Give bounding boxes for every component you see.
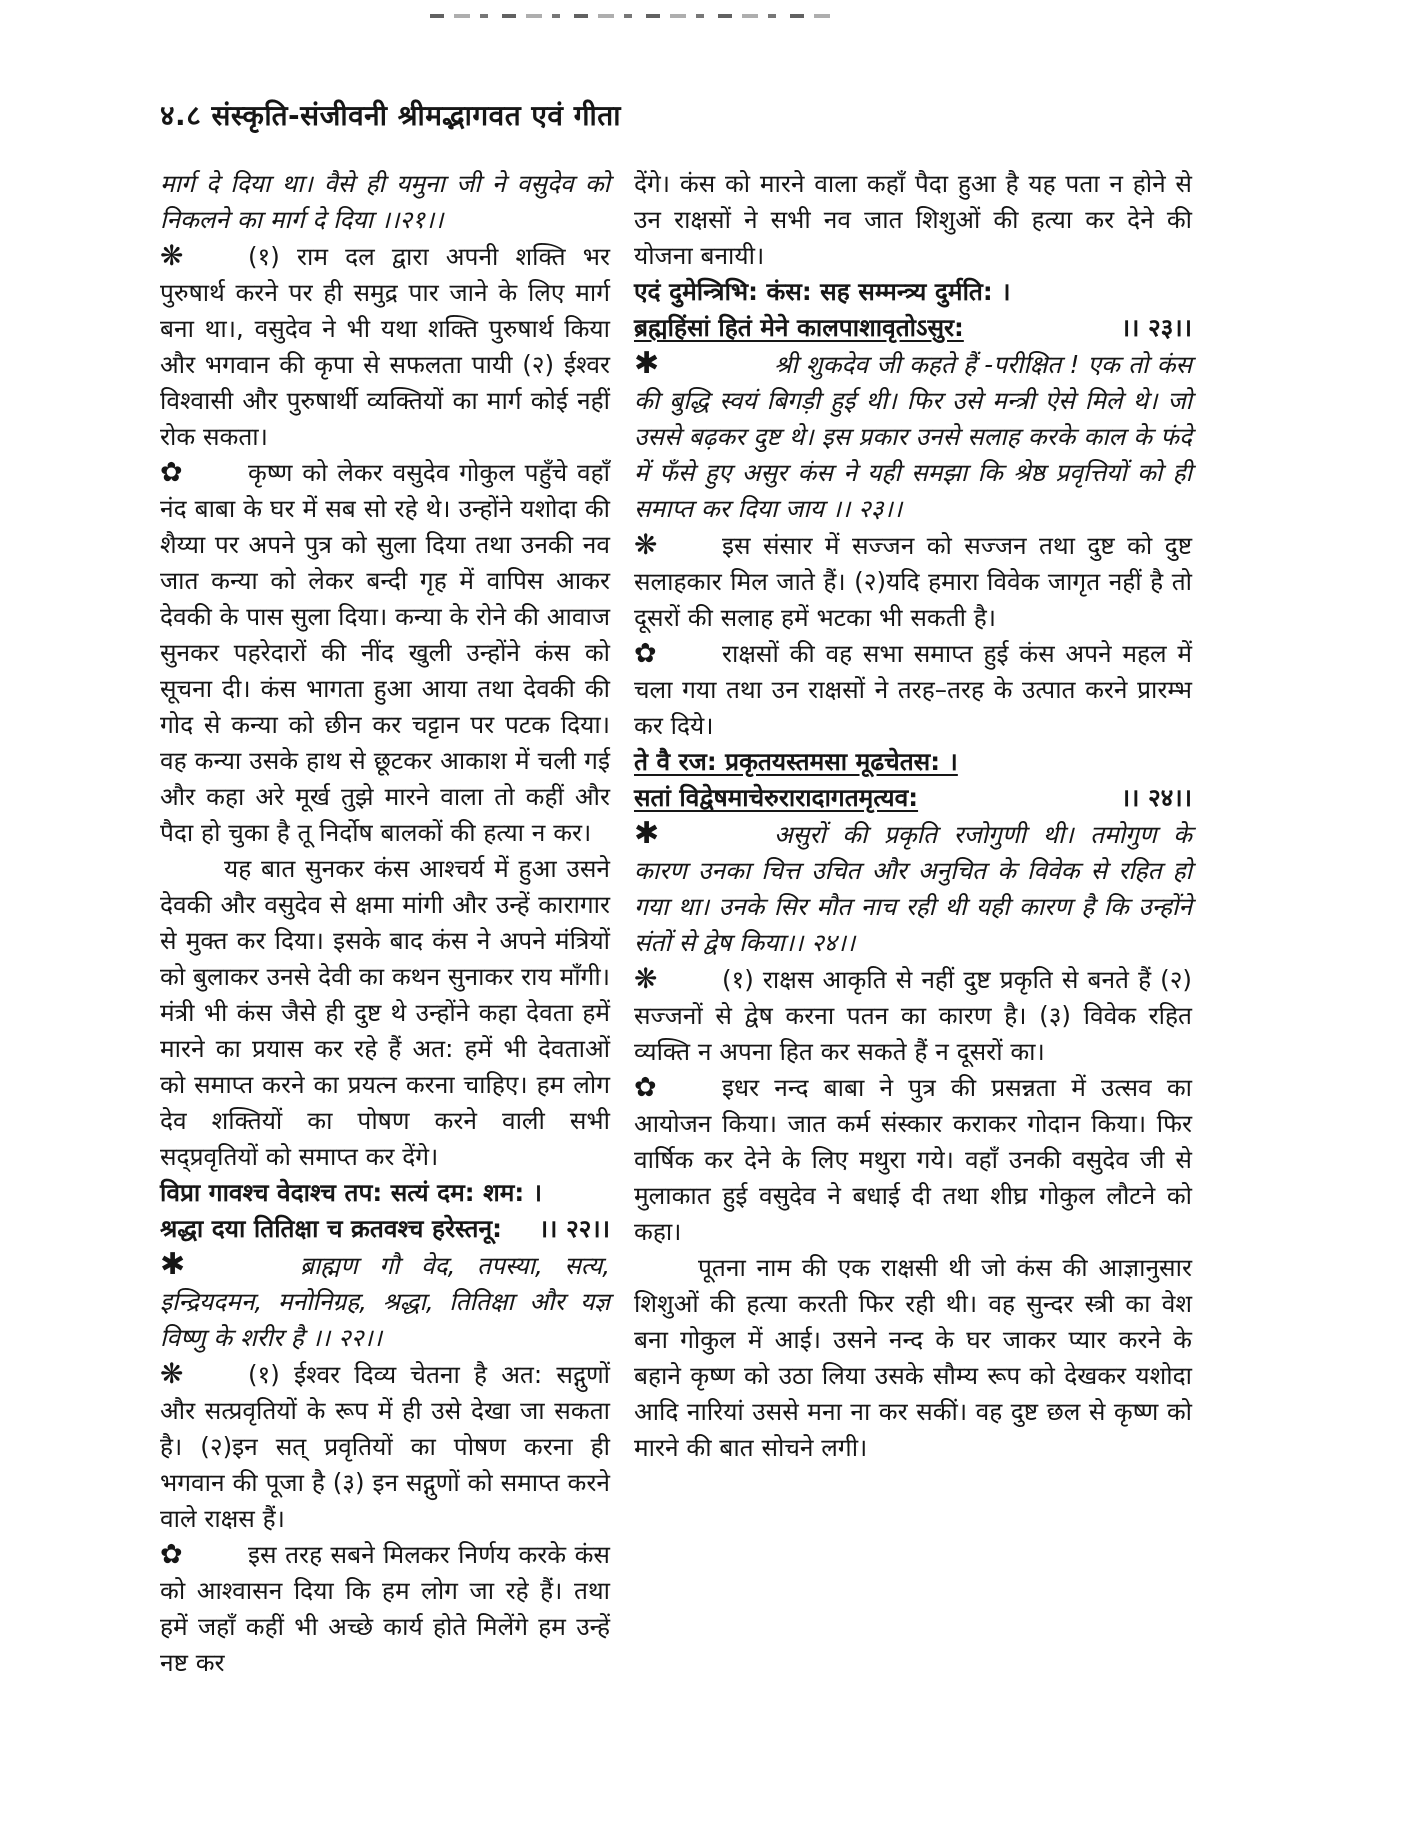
paragraph bbox=[634, 310, 1192, 346]
paragraph bbox=[634, 166, 1192, 274]
paragraph-text: राक्षसों की वह सभा समाप्त हुई कंस अपने महल में चला गया तथा उन राक्षसों ने तरह–तरह के उत्पात करने प्रारम्भ कर दिये। bbox=[634, 639, 1192, 740]
asterisk-icon: ❋ bbox=[160, 239, 184, 272]
paragraph-text: (१) राम दल द्वारा अपनी शक्ति भर पुरुषार्थ करने पर ही समुद्र पार जाने के लिए मार्ग बना था।, वसुदेव ने भी यथा शक्ति पुरुषार्थ किया और भगवान की कृपा से सफलता पायी (२) ईश्वर विश्वासी और पुरुषार्थी व्यक्तियों का मार्ग कोई नहीं रोक सकता। bbox=[160, 242, 610, 451]
paragraph-text: इधर नन्द बाबा ने पुत्र की प्रसन्नता में उत्सव का आयोजन किया। जात कर्म संस्कार कराकर गोदान किया। फिर वार्षिक कर देने के लिए मथुरा गये। वहाँ उनकी वसुदेव जी से मुलाकात हुई वसुदेव ने बधाई दी तथा शीघ्र गोकुल लौटने को कहा। bbox=[634, 1073, 1192, 1246]
paragraph-text: देंगे। कंस को मारने वाला कहाँ पैदा हुआ है यह पता न होने से उन राक्षसों ने सभी नव जात शिशुओं की हत्या कर देने की योजना बनायी। bbox=[634, 169, 1192, 270]
paragraph bbox=[634, 961, 1192, 1070]
asterisk-icon: ❋ bbox=[634, 528, 658, 561]
paragraph bbox=[634, 346, 1192, 527]
paragraph-text: ब्राह्मण गौ वेद, तपस्या, सत्य, इन्द्रियदमन, मनोनिग्रह, श्रद्धा, तितिक्षा और यज्ञ विष्णु के शरीर है ।। २२।। bbox=[160, 1251, 610, 1352]
text-columns bbox=[160, 166, 1192, 1681]
paragraph-text: (१) राक्षस आकृति से नहीं दुष्ट प्रकृति से बनते हैं (२) सज्जनों से द्वेष करना पतन का कारण है। (३) विवेक रहित व्यक्ति न अपना हित कर सकते हैं न दूसरों का। bbox=[634, 965, 1192, 1066]
paragraph-text: (१) ईश्वर दिव्य चेतना है अत: सद्गुणों और सत्प्रवृतियों के रूप में ही उसे देखा जा सकता है। (२)इन सत् प्रवृतियों का पोषण करना ही भगवान की पूजा है (३) इन सद्गुणों को समाप्त करने वाले राक्षस हैं। bbox=[160, 1360, 610, 1533]
paragraph bbox=[634, 274, 1192, 310]
paragraph-text: सतां विद्वेषमाचेरुरारादागतमृत्यव: bbox=[634, 783, 919, 812]
paragraph bbox=[160, 455, 610, 851]
paragraph-text: श्रद्धा दया तितिक्षा च क्रतवश्च हरेस्तनू: bbox=[160, 1214, 502, 1243]
paragraph bbox=[634, 780, 1192, 816]
asterisk-icon: ❋ bbox=[634, 962, 658, 995]
paragraph-text: इस संसार में सज्जन को सज्जन तथा दुष्ट को दुष्ट सलाहकार मिल जाते हैं। (२)यदि हमारा विवेक जागृत नहीं है तो दूसरों की सलाह हमें भटका भी सकती है। bbox=[634, 531, 1192, 632]
verse-number: ।। २४।। bbox=[1120, 783, 1192, 812]
verse-number: ।। २३।। bbox=[1120, 313, 1192, 342]
paragraph bbox=[634, 1250, 1192, 1466]
flower-icon: ✿ bbox=[160, 457, 183, 488]
star-icon: ✱ bbox=[634, 816, 660, 851]
paragraph-text: कृष्ण को लेकर वसुदेव गोकुल पहुँचे वहाँ नंद बाबा के घर में सब सो रहे थे। उन्होंने यशोदा की शैय्या पर अपने पुत्र को सुला दिया तथा उनकी नव जात कन्या को लेकर बन्दी गृह में वापिस आकर देवकी के पास सुला दिया। कन्या के रोने की आवाज सुनकर पहरेदारों की नींद खुली उन्होंने कंस को सूचना दी। कंस भागता हुआ आया तथा देवकी की गोद से कन्या को छीन कर चट्टान पर पटक दिया। वह कन्या उसके हाथ से छूटकर आकाश में चली गई और कहा अरे मूर्ख तुझे मारने वाला तो कहीं और पैदा हो चुका है तू निर्दोष बालकों की हत्या न कर। bbox=[160, 458, 610, 847]
page-header: ४.८ संस्कृति-संजीवनी श्रीमद्भागवत एवं गीता bbox=[160, 99, 621, 132]
paragraph-text: ते वै रज: प्रकृतयस्तमसा मूढचेतस: । bbox=[634, 747, 958, 776]
paragraph bbox=[634, 816, 1192, 961]
asterisk-icon: ❋ bbox=[160, 1357, 184, 1390]
paragraph bbox=[160, 166, 610, 238]
paragraph bbox=[160, 1175, 610, 1211]
flower-icon: ✿ bbox=[634, 1072, 657, 1103]
paragraph bbox=[634, 527, 1192, 636]
paragraph bbox=[160, 1356, 610, 1537]
star-icon: ✱ bbox=[160, 1247, 186, 1282]
paragraph-text: ब्रह्महिंसां हितं मेने कालपाशावृतोऽसुर: bbox=[634, 313, 964, 342]
paragraph-text: मार्ग दे दिया था। वैसे ही यमुना जी ने वसुदेव को निकलने का मार्ग दे दिया ।।२१।। bbox=[160, 169, 610, 234]
paragraph bbox=[160, 851, 610, 1175]
paragraph bbox=[634, 744, 1192, 780]
paragraph bbox=[160, 238, 610, 455]
paragraph bbox=[634, 636, 1192, 744]
paragraph-text: यह बात सुनकर कंस आश्चर्य में हुआ उसने देवकी और वसुदेव से क्षमा मांगी और उन्हें कारागार से मुक्त कर दिया। इसके बाद कंस ने अपने मंत्रियों को बुलाकर उनसे देवी का कथन सुनाकर राय माँगी। मंत्री भी कंस जैसे ही दुष्ट थे उन्होंने कहा देवता हमें मारने का प्रयास कर रहे हैं अत: हमें भी देवताओं को समाप्त करने का प्रयत्न करना चाहिए। हम लोग देव शक्तियों का पोषण करने वाली सभी सद्प्रवृतियों को समाप्त कर देंगे। bbox=[160, 854, 610, 1171]
flower-icon: ✿ bbox=[634, 638, 657, 669]
paragraph bbox=[160, 1247, 610, 1356]
paragraph-text: श्री शुकदेव जी कहते हैं -परीक्षित ! एक तो कंस की बुद्धि स्वयं बिगड़ी हुई थी। फिर उसे मन्त्री ऐसे मिले थे। जो उससे बढ़कर दुष्ट थे। इस प्रकार उनसे सलाह करके काल के फंदे में फँसे हुए असुर कंस ने यही समझा कि श्रेष्ठ प्रवृत्तियों को ही समाप्त कर दिया जाय ।। २३।। bbox=[634, 350, 1192, 523]
paragraph-text: इस तरह सबने मिलकर निर्णय करके कंस को आश्वासन दिया कि हम लोग जा रहे हैं। तथा हमें जहाँ कहीं भी अच्छे कार्य होते मिलेंगे हम उन्हें नष्ट कर bbox=[160, 1540, 610, 1677]
star-icon: ✱ bbox=[634, 346, 660, 381]
paragraph bbox=[634, 1070, 1192, 1250]
paragraph bbox=[160, 1211, 610, 1247]
right-column bbox=[634, 166, 1192, 1681]
paragraph bbox=[160, 1537, 610, 1681]
scan-artifact-dashed-line bbox=[430, 14, 840, 18]
flower-icon: ✿ bbox=[160, 1539, 183, 1570]
paragraph-text: एदं दुमेन्त्रिभि: कंस: सह सम्मन्त्र्य दुर्मति: । bbox=[634, 277, 1011, 306]
paragraph-text: असुरों की प्रकृति रजोगुणी थी। तमोगुण के कारण उनका चित्त उचित और अनुचित के विवेक से रहित हो गया था। उनके सिर मौत नाच रही थी यही कारण है कि उन्होंने संतों से द्वेष किया।। २४।। bbox=[634, 820, 1192, 957]
verse-number: ।। २२।। bbox=[538, 1214, 610, 1243]
paragraph-text: पूतना नाम की एक राक्षसी थी जो कंस की आज्ञानुसार शिशुओं की हत्या करती फिर रही थी। वह सुन्दर स्त्री का वेश बना गोकुल में आई। उसने नन्द के घर जाकर प्यार करने के बहाने कृष्ण को उठा लिया उसके सौम्य रूप को देखकर यशोदा आदि नारियां उससे मना ना कर सकीं। वह दुष्ट छल से कृष्ण को मारने की बात सोचने लगी। bbox=[634, 1253, 1192, 1462]
paragraph-text: विप्रा गावश्च वेदाश्च तप: सत्यं दम: शम: । bbox=[160, 1178, 543, 1207]
left-column bbox=[160, 166, 610, 1681]
